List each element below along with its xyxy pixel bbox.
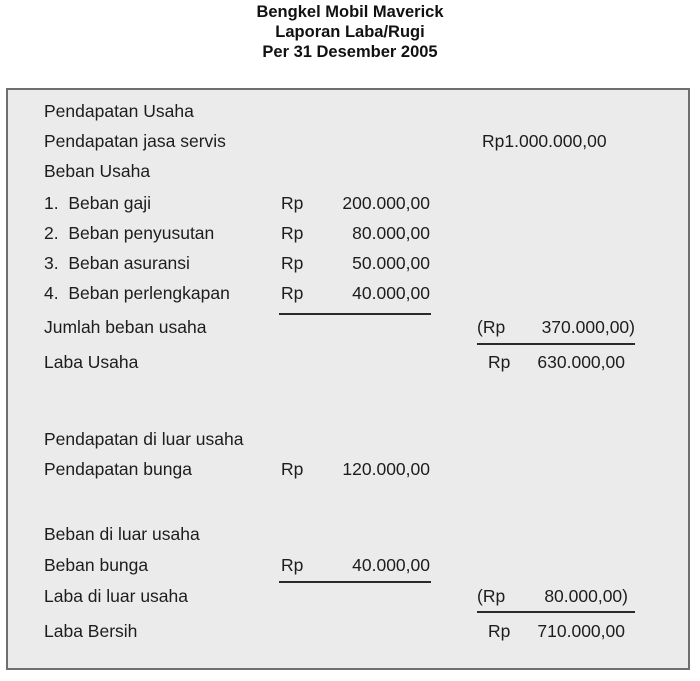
beban-item-currency: Rp <box>281 253 304 273</box>
beban-item-label: 1. Beban gaji <box>44 193 152 213</box>
jasa-servis-amount: Rp1.000.000,00 <box>482 131 607 151</box>
laba-bersih-currency: Rp <box>488 621 511 641</box>
beban-item-amount: 50.000,00 <box>352 253 430 273</box>
pendapatan-bunga-currency: Rp <box>281 459 304 479</box>
pendapatan-bunga-label: Pendapatan bunga <box>44 459 192 479</box>
pendapatan-bunga-amount: 120.000,00 <box>342 459 430 479</box>
beban-item-amount: 80.000,00 <box>352 223 430 243</box>
beban-item-currency: Rp <box>281 283 304 303</box>
subtotal-rule <box>279 581 431 583</box>
beban-item-currency: Rp <box>281 223 304 243</box>
jasa-servis-label: Pendapatan jasa servis <box>44 131 226 151</box>
laba-usaha-amount: 630.000,00 <box>537 352 625 372</box>
pendapatan-usaha-heading: Pendapatan Usaha <box>44 101 194 121</box>
subtotal-rule <box>279 313 431 315</box>
total-rule <box>477 611 635 613</box>
beban-usaha-heading: Beban Usaha <box>44 161 151 181</box>
report-period: Per 31 Desember 2005 <box>262 43 438 61</box>
laba-bersih-label: Laba Bersih <box>44 621 138 641</box>
beban-item-label: 4. Beban perlengkapan <box>44 283 230 303</box>
beban-bunga-currency: Rp <box>281 555 304 575</box>
jumlah-beban-currency: (Rp <box>477 317 506 337</box>
beban-item-amount: 200.000,00 <box>342 193 430 213</box>
laba-luar-amount: 80.000,00) <box>544 586 628 606</box>
beban-bunga-amount: 40.000,00 <box>352 555 430 575</box>
laba-usaha-currency: Rp <box>488 352 511 372</box>
laba-bersih-amount: 710.000,00 <box>537 621 625 641</box>
jumlah-beban-amount: 370.000,00) <box>541 317 635 337</box>
total-rule <box>477 343 635 345</box>
laba-luar-currency: (Rp <box>477 586 506 606</box>
jumlah-beban-label: Jumlah beban usaha <box>44 317 207 337</box>
beban-item-currency: Rp <box>281 193 304 213</box>
luar-usaha-heading: Pendapatan di luar usaha <box>44 429 244 449</box>
laba-usaha-label: Laba Usaha <box>44 352 139 372</box>
laba-luar-label: Laba di luar usaha <box>44 586 188 606</box>
report-company: Bengkel Mobil Maverick <box>256 3 444 21</box>
beban-item-label: 3. Beban asuransi <box>44 253 190 273</box>
beban-item-amount: 40.000,00 <box>352 283 430 303</box>
beban-item-label: 2. Beban penyusutan <box>44 223 215 243</box>
beban-luar-heading: Beban di luar usaha <box>44 524 200 544</box>
report-title: Laporan Laba/Rugi <box>275 23 425 41</box>
beban-bunga-label: Beban bunga <box>44 555 149 575</box>
